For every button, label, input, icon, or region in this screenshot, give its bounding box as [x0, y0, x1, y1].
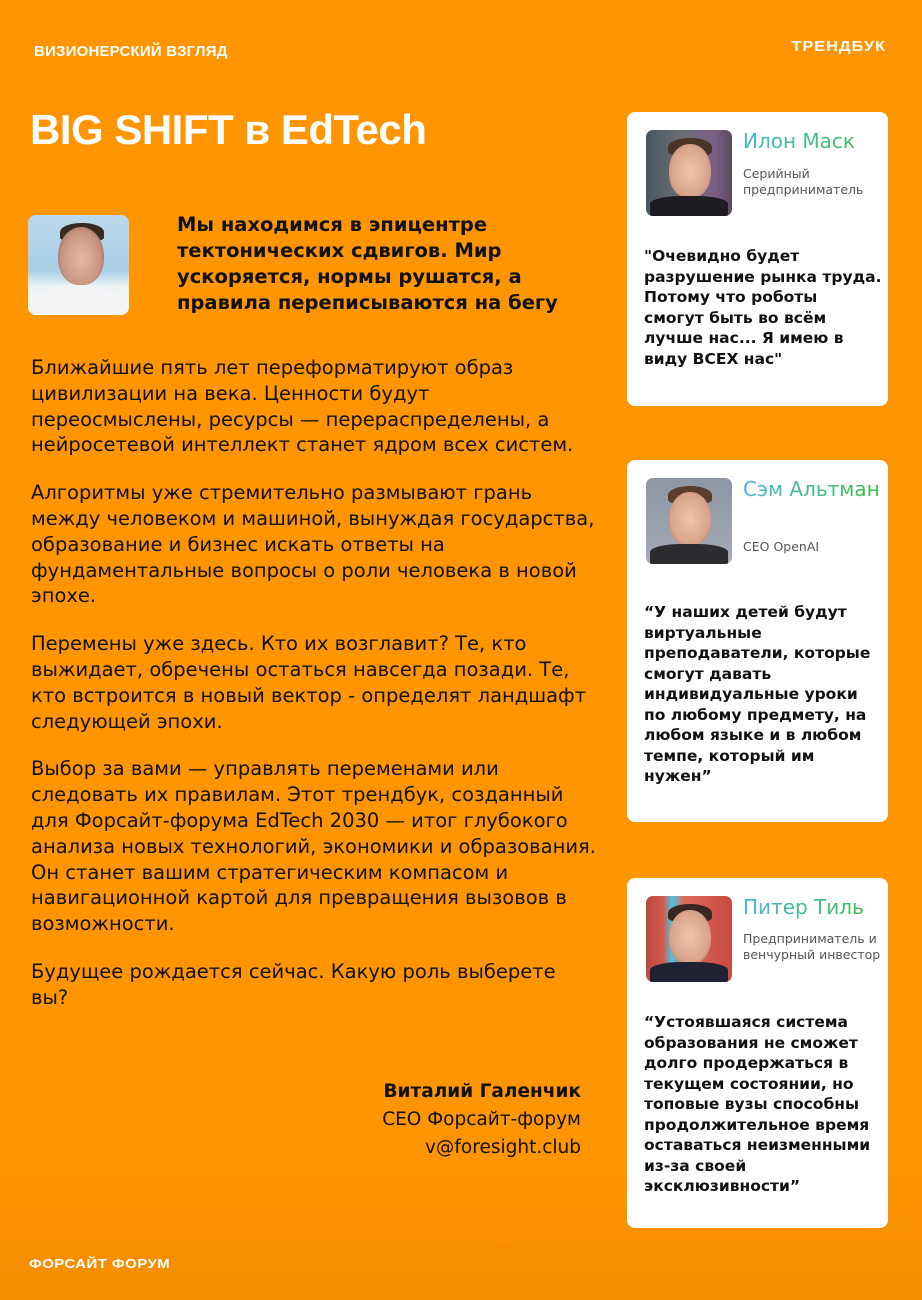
person-role: CEO OpenAI [743, 539, 820, 554]
page-title: BIG SHIFT в EdTech [30, 106, 427, 153]
person-role: Предприниматель и венчурный инвестор [743, 931, 881, 962]
trendbook-logo: ТРЕНДБУК [791, 38, 886, 55]
person-role: Серийный предприниматель [743, 166, 864, 197]
signature-position: CEO Форсайт-форум [382, 1109, 581, 1130]
paragraph: Будущее рождается сейчас. Какую роль выберете вы? [31, 959, 556, 1009]
author-photo [28, 215, 129, 315]
person-name: Илон Маск [743, 128, 883, 154]
person-name: Сэм Альтман [743, 476, 883, 502]
article-body [31, 355, 596, 1033]
section-tag: ВИЗИОНЕРСКИЙ ВЗГЛЯД [34, 43, 228, 60]
avatar [646, 478, 732, 564]
person-name: Питер Тиль [743, 894, 883, 920]
signature [382, 1078, 581, 1162]
quote-card-altman [627, 460, 888, 822]
avatar [646, 130, 732, 216]
avatar [646, 896, 732, 982]
quote-text: “Устоявшаяся система образования не сможет долго продержаться в текущем состоянии, но топовые вузы способны продолжительное время оставаться неизменными из-за своей эксклюзивности” [644, 1013, 871, 1195]
quote-text: "Очевидно будет разрушение рынка труда. Потому что роботы смогут быть во всём лучше нас... Я имею в виду ВСЕХ нас" [644, 247, 882, 368]
paragraph: Алгоритмы уже стремительно размывают грань между человеком и машиной, вынуждая государства, образование и бизнес искать ответы на фундаментальные вопросы о роли человека в новой эпохе. [31, 481, 595, 608]
paragraph: Выбор за вами — управлять переменами или следовать их правилам. Этот трендбук, созданный для Форсайт-форума EdTech 2030 — итог глубокого анализа новых технологий, экономики и образования. Он станет вашим стратегическим компасом и навигационной картой для превращения вызовов в возможности. [31, 757, 596, 936]
signature-email[interactable]: v@foresight.club [424, 1137, 581, 1158]
quote-card-thiel [627, 878, 888, 1228]
lead-statement: Мы находимся в эпицентре тектонических сдвигов. Мир ускоряется, нормы рушатся, а правила переписываются на бегу [177, 213, 558, 314]
quote-card-musk [627, 112, 888, 406]
quote-text: “У наших детей будут виртуальные преподаватели, которые смогут давать индивидуальные уроки по любому предмету, на любом языке и в любом темпе, который им нужен” [644, 603, 871, 785]
paragraph: Перемены уже здесь. Кто их возглавит? Те, кто выжидает, обречены остаться навсегда позади. Те, кто встроится в новый вектор - определят ландшафт следующей эпохи. [31, 632, 587, 733]
signature-name: Виталий Галенчик [383, 1081, 581, 1102]
paragraph: Ближайшие пять лет переформатируют образ цивилизации на века. Ценности будут переосмыслены, ресурсы — перераспределены, а нейросетевой интеллект станет ядром всех систем. [31, 356, 574, 457]
foresight-forum-logo: ФОРСАЙТ ФОРУМ [29, 1256, 171, 1271]
